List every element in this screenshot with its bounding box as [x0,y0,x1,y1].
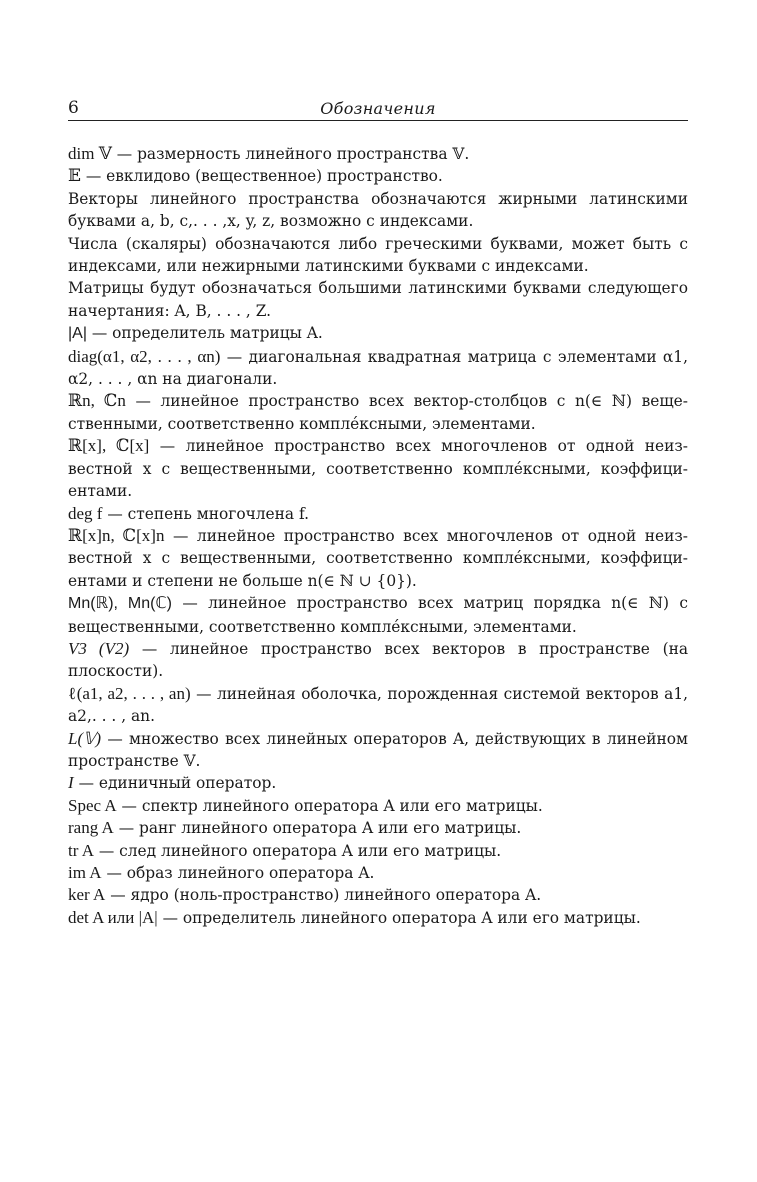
notation-description: — степень многочлена f. [102,504,310,523]
list-item [68,728,688,773]
notation-description: — образ линейного оператора A. [101,864,375,882]
notation-symbol: tr A [68,840,94,860]
notation-description: — единичный оператор. [73,774,277,793]
notation-description: — ранг линейного оператора A или его матрицы. [113,819,522,838]
list-item [68,525,688,592]
notation-description: — определитель матрицы A. [86,324,323,343]
notation-symbol: im A [68,863,102,882]
list-item [68,143,688,165]
notation-symbol: ℝ[x]n, ℂ[x]n [68,525,165,545]
notation-description: — след линейного оператора A или его матрицы. [93,841,502,860]
notation-description: Матрицы будут обозначаться большими латинскими буквами следующего начертания: A, B, . . . , Z. [68,279,688,320]
list-item [68,322,688,345]
notation-list [68,143,688,929]
notation-description: — множество всех линейных операторов A, действующих в линейном пространстве 𝕍. [68,729,688,770]
list-item [68,592,688,638]
list-item [68,638,688,683]
notation-description: — линейное пространство всех матриц порядка n(∈ ℕ) с вещественными, соответственно компле́ксными, элементами. [68,594,689,636]
list-item [68,683,688,728]
list-item [68,884,688,906]
page-number: 6 [68,98,79,118]
list-item [68,188,688,233]
notation-symbol: V3 (V2) [68,638,130,658]
notation-description: — диагональная квадратная матрица с элементами α1, α2, . . . , αn на диагонали. [68,347,688,389]
notation-description: — линейное пространство всех многочленов от одной неизвестной x с вещественными, соответственно компле́ксными, коэффициентами. [68,437,688,501]
list-item [68,435,688,502]
section-title: Обозначения [320,99,436,118]
notation-description: — линейное пространство всех вектор-столбцов с n(∈ ℕ) вещественными, соответственно компле́ксными, элементами. [68,392,688,433]
notation-description: — размерность линейного пространства 𝕍. [111,145,470,163]
notation-description: — евклидово (вещественное) пространство. [80,167,443,186]
notation-symbol: ℝ[x], ℂ[x] [68,436,150,456]
notation-symbol: dim 𝕍 [68,144,112,163]
notation-description: — ядро (ноль-пространство) линейного оператора A. [105,886,542,905]
list-item [68,772,688,794]
notation-symbol: diag(α1, α2, . . . , αn) [68,346,221,366]
notation-description: — определитель линейного оператора A или его матрицы. [157,908,641,927]
list-item [68,503,688,525]
list-item [68,165,688,187]
list-item [68,233,688,278]
list-item [68,795,688,817]
notation-symbol: 𝔼 [68,166,81,186]
list-item [68,346,688,391]
notation-symbol: |A| [68,325,87,343]
list-item [68,907,688,929]
notation-description: — линейное пространство всех многочленов от одной неизвестной x с вещественными, соответственно компле́ксными, коэффициентами и степени не больше n(∈ ℕ ∪ {0}). [68,526,688,590]
running-header [68,98,688,121]
notation-description: — линейное пространство всех векторов в пространстве (на плоскости). [68,639,689,681]
list-item [68,862,688,884]
list-item [68,390,688,435]
notation-symbol: ℓ(a1, a2, . . . , an) [68,683,191,703]
notation-symbol: Mn(ℝ), Mn(ℂ) [68,595,172,613]
notation-description: Векторы линейного пространства обозначаются жирными латинскими буквами a, b, c,. . . ,x, y, z, возможно с индексами. [68,189,688,231]
notation-symbol: Spec A [68,795,117,815]
notation-symbol: det A или |A| [68,907,158,927]
notation-symbol: deg f [68,503,103,523]
notation-description: — спектр линейного оператора A или его матрицы. [116,796,543,815]
notation-symbol: ℝn, ℂn [68,391,126,411]
notation-description: — линейная оболочка, порожденная системой векторов a1, a2,. . . , an. [68,684,688,726]
list-item [68,817,688,839]
notation-symbol: I [68,773,74,793]
notation-symbol: ker A [68,885,106,905]
notation-symbol: rang A [68,818,114,838]
notation-description: Числа (скаляры) обозначаются либо греческими буквами, может быть с индексами, или нежирными латинскими буквами с индексами. [68,234,688,276]
list-item [68,277,688,322]
list-item [68,840,688,862]
notation-symbol: L(𝕍) [68,728,102,748]
